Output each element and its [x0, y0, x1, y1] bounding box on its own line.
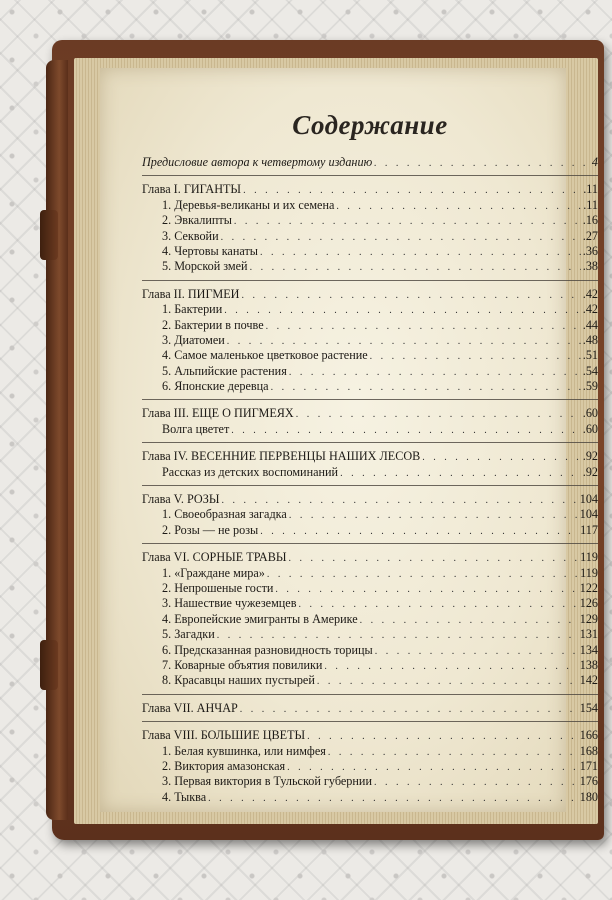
toc-item-row[interactable]	[142, 581, 598, 596]
toc-item-row[interactable]	[142, 658, 598, 673]
toc-label: Рассказ из детских воспоминаний	[162, 464, 339, 479]
toc-label: 6. Предсказанная разновидность торицы	[162, 642, 373, 657]
toc-item-row[interactable]	[142, 198, 598, 213]
toc-item-row[interactable]	[142, 465, 598, 480]
toc-chapter-row[interactable]	[142, 182, 598, 197]
toc-page-number: 171	[579, 758, 598, 773]
leader-dots	[224, 303, 581, 318]
toc-item-row[interactable]	[142, 627, 598, 642]
toc-item-row[interactable]	[142, 244, 598, 259]
toc-item-row[interactable]	[142, 507, 598, 522]
toc-item-row[interactable]	[142, 348, 598, 363]
leader-dots	[240, 702, 578, 717]
toc-page-number: 104	[579, 507, 598, 522]
toc-label: 4. Европейские эмигранты в Америке	[162, 611, 358, 626]
toc-label: 1. «Граждане мира»	[162, 565, 265, 580]
toc-label: Глава VIII. БОЛЬШИЕ ЦВЕТЫ	[142, 728, 306, 743]
toc-label: Глава IV. ВЕСЕННИЕ ПЕРВЕНЦЫ НАШИХ ЛЕСОВ	[142, 449, 421, 464]
toc-page-number: 4	[591, 155, 598, 169]
toc-chapter-row[interactable]	[142, 728, 598, 743]
toc-chapter-row[interactable]	[142, 449, 598, 464]
toc-page-number: .48	[582, 332, 598, 347]
section-divider	[142, 399, 598, 400]
toc-item-row[interactable]	[142, 523, 598, 538]
section-divider	[142, 442, 598, 443]
leader-dots	[317, 674, 578, 689]
book-clasp-upper	[40, 210, 58, 260]
toc-label: Глава III. ЕЩЕ О ПИГМЕЯХ	[142, 406, 294, 421]
toc-item-row[interactable]	[142, 566, 598, 581]
toc-page-number: .11	[583, 182, 598, 197]
toc-item-row[interactable]	[142, 422, 598, 437]
chapter-list	[142, 175, 598, 805]
toc-chapter-row[interactable]	[142, 701, 598, 716]
toc-page-number: 138	[579, 657, 598, 672]
section-divider	[142, 280, 598, 281]
toc-label: 3. Диатомеи	[162, 332, 225, 347]
toc-page-number: 119	[580, 550, 598, 565]
toc-label: 5. Альпийские растения	[162, 363, 287, 378]
toc-page-number: 180	[579, 789, 598, 804]
leader-dots	[266, 319, 581, 334]
toc-page-number: 131	[579, 627, 598, 642]
leader-dots	[217, 628, 578, 643]
leader-dots	[243, 183, 581, 198]
leader-dots	[336, 199, 581, 214]
leader-dots	[267, 567, 578, 582]
toc-page-number: .92	[582, 449, 598, 464]
toc-label: 6. Японские деревца	[162, 379, 269, 394]
toc-page-number: 119	[580, 565, 598, 580]
leader-dots	[221, 230, 581, 245]
toc-label: 1. Деревья-великаны и их семена	[162, 197, 335, 212]
toc-label: 3. Первая виктория в Тульской губернии	[162, 774, 372, 789]
leader-dots	[287, 760, 578, 775]
toc-label: Глава V. РОЗЫ	[142, 492, 220, 507]
leader-dots	[241, 288, 580, 303]
toc-label: 3. Секвойи	[162, 228, 219, 243]
section-divider	[142, 485, 598, 486]
leader-dots	[296, 407, 581, 422]
leader-dots	[221, 493, 577, 508]
book-spine	[46, 60, 68, 820]
toc-item-row[interactable]	[142, 790, 598, 805]
toc-page-number: 117	[580, 522, 598, 537]
toc-label: 2. Виктория амазонская	[162, 758, 286, 773]
toc-page-number: .11	[583, 197, 598, 212]
leader-dots	[289, 508, 578, 523]
leader-dots	[260, 524, 578, 539]
toc-page-number: 126	[579, 596, 598, 611]
toc-label: 7. Коварные объятия повилики	[162, 657, 323, 672]
book-clasp-lower	[40, 640, 58, 690]
toc-page-number: 168	[579, 743, 598, 758]
leader-dots	[231, 423, 580, 438]
section-divider	[142, 721, 598, 722]
toc-label: 1. Бактерии	[162, 302, 223, 317]
toc-page-number: 166	[579, 728, 598, 743]
toc-chapter-row[interactable]	[142, 550, 598, 565]
toc-label: Глава II. ПИГМЕИ	[142, 286, 240, 301]
toc-page-number: .27	[582, 228, 598, 243]
toc-item-row[interactable]	[142, 333, 598, 348]
toc-label: Волга цветет	[162, 421, 230, 436]
leader-dots	[370, 349, 581, 364]
leader-dots	[271, 380, 581, 395]
toc-item-row[interactable]	[142, 229, 598, 244]
leader-dots	[374, 775, 578, 790]
toc-label: 4. Тыква	[162, 789, 207, 804]
toc-page-number: .42	[582, 286, 598, 301]
toc-page-number: 134	[579, 642, 598, 657]
leader-dots	[374, 156, 590, 171]
toc-label: 4. Чертовы канаты	[162, 243, 258, 258]
toc-page-number: .38	[582, 259, 598, 274]
toc-item-row[interactable]	[142, 364, 598, 379]
toc-label: 5. Морской змей	[162, 259, 248, 274]
toc-page-number: .16	[582, 213, 598, 228]
toc-item-row[interactable]	[142, 379, 598, 394]
leader-dots	[208, 791, 578, 806]
toc-item-row[interactable]	[142, 759, 598, 774]
leader-dots	[234, 214, 581, 229]
toc-page-number: .36	[582, 243, 598, 258]
toc-item-row[interactable]	[142, 643, 598, 658]
toc-label: 1. Белая кувшинка, или нимфея	[162, 743, 326, 758]
section-divider	[142, 543, 598, 544]
toc-page-number: .44	[582, 317, 598, 332]
toc-page-number: .60	[582, 406, 598, 421]
leader-dots	[328, 745, 578, 760]
toc-chapter-row[interactable]	[142, 287, 598, 302]
leader-dots	[340, 466, 581, 481]
toc-label: Глава I. ГИГАНТЫ	[142, 182, 242, 197]
toc-chapter-row[interactable]	[142, 492, 598, 507]
toc-item-row[interactable]	[142, 673, 598, 688]
toc-label: 2. Эвкалипты	[162, 213, 232, 228]
toc-page-number: 142	[579, 673, 598, 688]
toc-label: 5. Загадки	[162, 627, 215, 642]
toc-row-preface[interactable]	[142, 155, 598, 170]
toc-page-number: 122	[579, 580, 598, 595]
toc-page-number: .42	[582, 302, 598, 317]
leader-dots	[360, 613, 578, 628]
toc-item-row[interactable]	[142, 318, 598, 333]
toc-page-number: .92	[582, 464, 598, 479]
toc-label: 8. Красавцы наших пустырей	[162, 673, 315, 688]
toc-label: 4. Самое маленькое цветковое растение	[162, 348, 368, 363]
toc-item-row[interactable]	[142, 213, 598, 228]
section-divider	[142, 175, 598, 176]
toc-item-row[interactable]	[142, 744, 598, 759]
toc-page-number: 104	[579, 492, 598, 507]
leader-dots	[289, 365, 581, 380]
leader-dots	[227, 334, 581, 349]
leader-dots	[307, 729, 578, 744]
toc-item-row[interactable]	[142, 302, 598, 317]
toc-label: Глава VII. АНЧАР	[142, 700, 238, 715]
leader-dots	[324, 659, 577, 674]
toc-item-row[interactable]	[142, 774, 598, 789]
toc-page-number: .51	[582, 348, 598, 363]
leader-dots	[298, 597, 577, 612]
toc-label: 1. Своеобразная загадка	[162, 507, 287, 522]
toc-label: Глава VI. СОРНЫЕ ТРАВЫ	[142, 550, 287, 565]
leader-dots	[260, 245, 581, 260]
leader-dots	[375, 644, 578, 659]
table-of-contents	[142, 110, 598, 805]
toc-label: Предисловие автора к четвертому изданию	[142, 155, 373, 169]
toc-page-number: .59	[582, 379, 598, 394]
toc-page-number: 176	[579, 774, 598, 789]
toc-page-number: 154	[579, 700, 598, 715]
toc-page-number: 129	[579, 611, 598, 626]
toc-item-row[interactable]	[142, 596, 598, 611]
leader-dots	[250, 260, 581, 275]
toc-label: 2. Бактерии в почве	[162, 317, 264, 332]
toc-label: 2. Розы — не розы	[162, 522, 259, 537]
toc-item-row[interactable]	[142, 259, 598, 274]
leader-dots	[275, 582, 577, 597]
leader-dots	[288, 551, 578, 566]
page-title: Содержание	[292, 110, 448, 140]
leader-dots	[422, 450, 580, 465]
toc-chapter-row[interactable]	[142, 406, 598, 421]
section-divider	[142, 694, 598, 695]
toc-item-row[interactable]	[142, 612, 598, 627]
toc-label: 3. Нашествие чужеземцев	[162, 596, 297, 611]
toc-page-number: .60	[582, 421, 598, 436]
toc-page-number: .54	[582, 363, 598, 378]
toc-label: 2. Непрошеные гости	[162, 580, 274, 595]
